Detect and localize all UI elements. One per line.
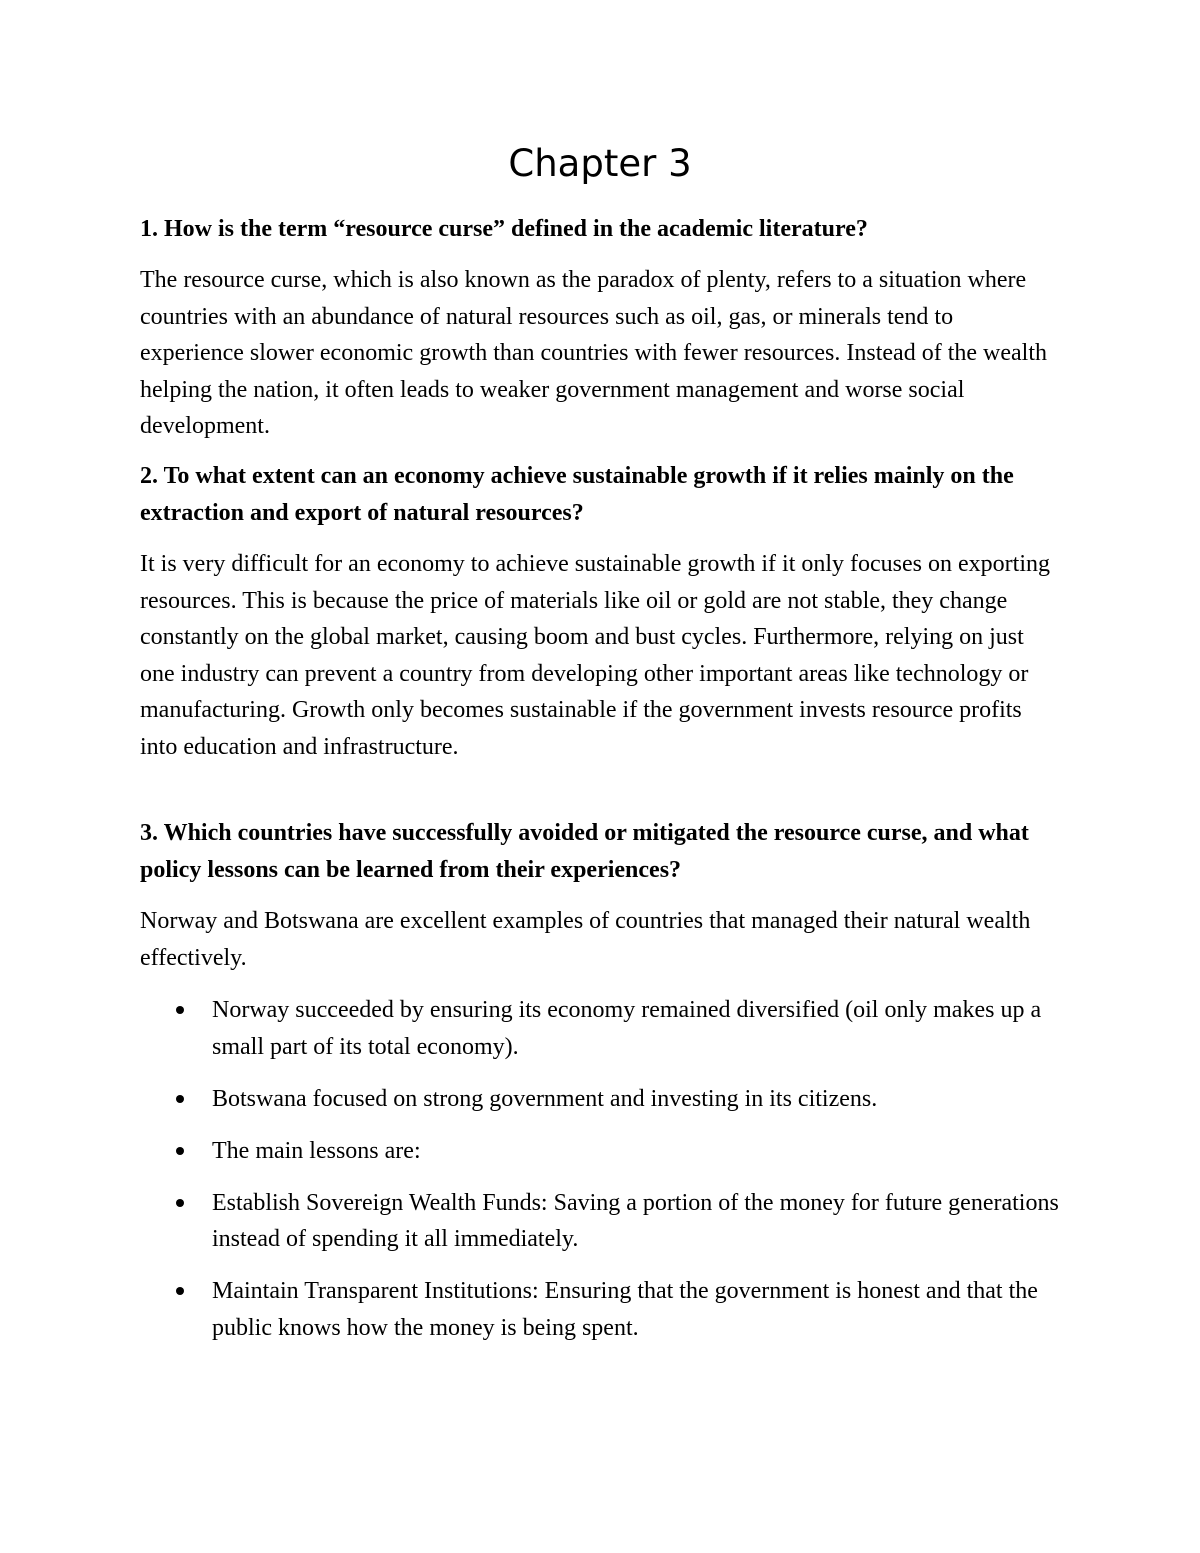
bullet-icon bbox=[176, 1006, 184, 1014]
answer-3: Norway and Botswana are excellent examples of countries that managed their natural wealth effectively. bbox=[140, 908, 1031, 971]
list-item-text: Botswana focused on strong government and investing in its citizens. bbox=[212, 1085, 878, 1112]
list-item bbox=[140, 992, 1060, 1065]
bullet-icon bbox=[176, 1287, 184, 1295]
list-item bbox=[140, 1185, 1060, 1258]
lessons-list bbox=[140, 992, 1060, 1362]
bullet-icon bbox=[176, 1095, 184, 1103]
question-1: 1. How is the term “resource curse” defined in the academic literature? bbox=[140, 216, 868, 242]
question-2: 2. To what extent can an economy achieve sustainable growth if it relies mainly on the extraction and export of natural resources? bbox=[140, 463, 1014, 526]
question-3: 3. Which countries have successfully avoided or mitigated the resource curse, and what policy lessons can be learned from their experiences? bbox=[140, 820, 1029, 883]
list-item-text: Norway succeeded by ensuring its economy remained diversified (oil only makes up a small part of its total economy). bbox=[212, 997, 1042, 1060]
list-item bbox=[140, 1273, 1060, 1346]
bullet-icon bbox=[176, 1147, 184, 1155]
list-item-text: The main lessons are: bbox=[212, 1137, 421, 1164]
page-title: Chapter 3 bbox=[508, 142, 692, 185]
list-item-text: Establish Sovereign Wealth Funds: Saving a portion of the money for future generations instead of spending it all immediately. bbox=[212, 1189, 1059, 1252]
bullet-icon bbox=[176, 1199, 184, 1207]
list-item bbox=[140, 1133, 1060, 1170]
list-item-text: Maintain Transparent Institutions: Ensuring that the government is honest and that the public knows how the money is being spent. bbox=[212, 1278, 1038, 1341]
list-item bbox=[140, 1081, 1060, 1118]
answer-1: The resource curse, which is also known as the paradox of plenty, refers to a situation where countries with an abundance of natural resources such as oil, gas, or minerals tend to experience slower economic growth than countries with fewer resources. Instead of the wealth helping the nation, it often leads to weaker government management and worse social development. bbox=[140, 267, 1047, 439]
answer-2: It is very difficult for an economy to achieve sustainable growth if it only focuses on exporting resources. This is because the price of materials like oil or gold are not stable, they change constantly on the global market, causing boom and bust cycles. Furthermore, relying on just one industry can prevent a country from developing other important areas like technology or manufacturing. Growth only becomes sustainable if the government invests resource profits into education and infrastructure. bbox=[140, 551, 1050, 760]
